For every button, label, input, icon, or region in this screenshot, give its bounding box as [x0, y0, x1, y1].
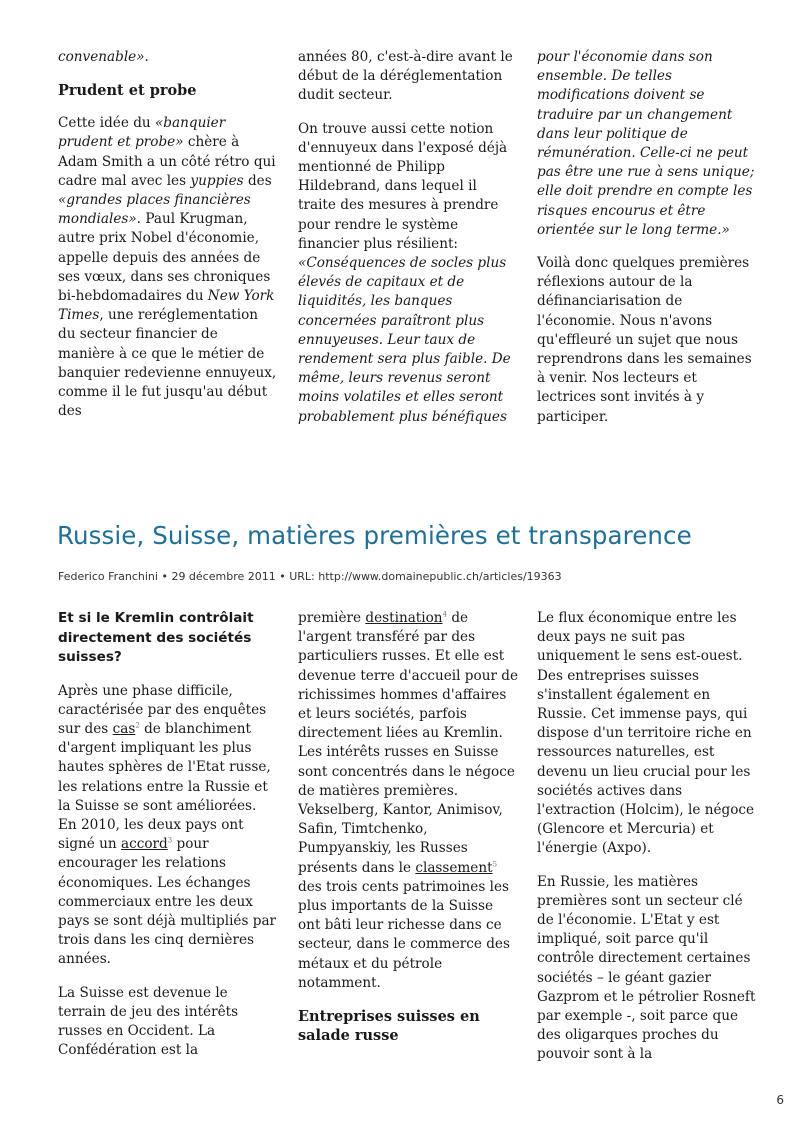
- paragraph: Cette idée du «banquier prudent et probe» chère à Adam Smith a un côté rétro qui cadre mal avec les yuppies des «grandes places financières mondiales». Paul Krugman, autre prix Nobel d'économie, appelle depuis des années de ses vœux, dans ses chroniques bi-hebdomadaires du New York Times, une reréglementation du secteur financier de manière à ce que le métier de banquier redevienne ennuyeux, comme il le fut jusqu'au début des: [58, 115, 277, 420]
- paragraph: pour l'économie dans son ensemble. De telles modifications doivent se traduire par un changement dans leur politique de rémunération. Celle-ci ne peut pas être une rue à sens unique; elle doit prendre en compte les risques encourus et être orientée sur le long terme.»: [537, 49, 755, 238]
- paragraph: La Suisse est devenue le terrain de jeu des intérêts russes en Occident. La Confédération est la: [58, 984, 239, 1059]
- footnote-marker: 3: [167, 836, 173, 845]
- paragraph: Après une phase difficile, caractérisée par des enquêtes sur des cas$^2$ de blanchiment d'argent impliquant les plus hautes sphères de l'Etat russe, les relations entre la Russie et la Suisse se sont améliorées. En 2010, les deux pays ont signé un accord$^3$ pour encourager les relations économiques. Les échanges commerciaux entre les deux pays se sont déjà multipliés par trois dans les cinq dernières années.: [58, 682, 277, 968]
- article-title: Russie, Suisse, matières premières et transparence: [57, 521, 692, 550]
- page-number: 6: [776, 1093, 784, 1107]
- paragraph: Voilà donc quelques premières réflexions autour de la définanciarisation de l'économie. Nous n'avons qu'effleuré un sujet que nous reprendrons dans les semaines à venir. Nos lecteurs et lectrices sont invités à y participer.: [537, 255, 752, 425]
- top-column-3: [537, 48, 757, 441]
- section-heading: Prudent et probe: [58, 82, 197, 100]
- paragraph: En Russie, les matières premières sont un secteur clé de l'économie. L'Etat y est impliqué, soit parce qu'il contrôle directement certaines sociétés – le géant gazier Gazprom et le pétrolier Rosneft par exemple -, soit parce que des oligarques proches du pouvoir sont à la: [537, 873, 756, 1063]
- paragraph: [58, 48, 278, 67]
- top-column-2: [298, 48, 518, 441]
- bottom-column-1: [58, 609, 278, 1074]
- paragraph: Le flux économique entre les deux pays ne suit pas uniquement le sens est-ouest. Des entreprises suisses s'installent également en Russie. Cet immense pays, qui dispose d'un territoire riche en ressources naturelles, est devenu un lieu crucial pour les sociétés actives dans l'extraction (Holcim), le négoce (Glencore et Mercuria) et l'énergie (Axpo).: [537, 610, 755, 857]
- footnote-marker: 5: [492, 860, 498, 869]
- article-byline: Federico Franchini • 29 décembre 2011 • URL: http://www.domainepublic.ch/articles/19363: [58, 570, 562, 583]
- top-column-1: [58, 48, 278, 435]
- footnote-link-cas[interactable]: cas: [112, 720, 136, 737]
- footnote-marker: 4: [442, 610, 448, 619]
- footnote-link-destination[interactable]: destination: [365, 610, 443, 626]
- paragraph: première destination$^4$ de l'argent transféré par des particuliers russes. Et elle est devenue terre d'accueil pour de richissimes hommes d'affaires et leurs sociétés, parfois directement liées au Kremlin. Les intérêts russes en Suisse sont concentrés dans le négoce de matières premières. Vekselberg, Kantor, Animisov, Safin, Timtchenko, Pumpyanskiy, les Russes présents dans le classement$^5$ des trois cents patrimoines les plus importants de la Suisse ont bâti leur richesse dans ce secteur, dans le commerce des métaux et du pétrole notamment.: [298, 610, 519, 991]
- paragraph: années 80, c'est-à-dire avant le début de la déréglementation dudit secteur.: [298, 49, 513, 104]
- footnote-marker: 2: [135, 721, 140, 730]
- section-heading: Et si le Kremlin contrôlait directement des sociétés suisses?: [58, 610, 254, 665]
- bottom-column-3: [537, 609, 757, 1079]
- footnote-link-classement[interactable]: classement: [415, 859, 493, 876]
- paragraph: On trouve aussi cette notion d'ennuyeux dans l'exposé déjà mentionné de Philipp Hildebrand, dans lequel il traite des mesures à prendre pour rendre le système financier plus résilient: «Conséquences de socles plus élevés de capitaux et de liquidités, les banques concernées paraîtront plus ennuyeuses. Leur taux de rendement sera plus faible. De même, leurs revenus seront moins volatiles et elles seront probablement plus bénéfiques: [298, 120, 511, 425]
- bottom-column-2: [298, 609, 518, 1059]
- quote-end: convenable».: [58, 49, 149, 65]
- section-heading: Entreprises suisses en salade russe: [298, 1008, 480, 1045]
- footnote-link-accord[interactable]: accord: [120, 836, 168, 853]
